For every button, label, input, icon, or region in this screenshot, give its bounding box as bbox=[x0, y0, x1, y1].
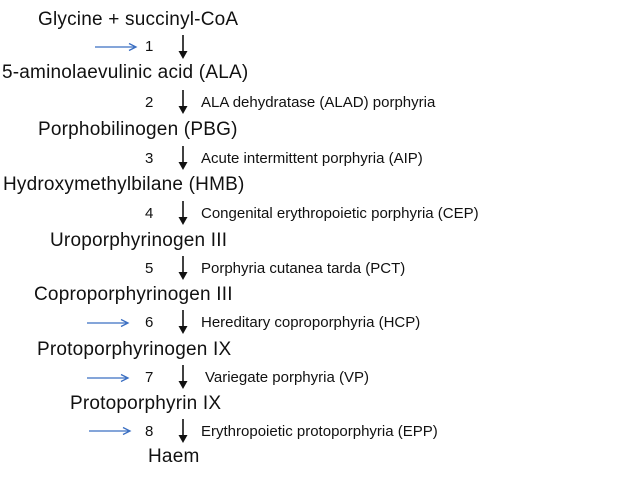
right-arrow-icon bbox=[88, 426, 132, 436]
metabolite-protoporphyrin-ix: Protoporphyrin IX bbox=[70, 393, 222, 414]
step-number-2: 2 bbox=[145, 94, 154, 111]
step-number-5: 5 bbox=[145, 260, 154, 277]
disease-cep: Congenital erythropoietic porphyria (CEP) bbox=[201, 205, 479, 222]
down-arrow-icon bbox=[177, 309, 189, 335]
down-arrow-icon bbox=[177, 418, 189, 444]
metabolite-haem: Haem bbox=[148, 446, 200, 467]
step-number-4: 4 bbox=[145, 205, 154, 222]
disease-hcp: Hereditary coproporphyria (HCP) bbox=[201, 314, 421, 331]
step-number-8: 8 bbox=[145, 423, 154, 440]
step-number-7: 7 bbox=[145, 369, 154, 386]
right-arrow-icon bbox=[94, 42, 138, 52]
step-number-1: 1 bbox=[145, 38, 154, 55]
disease-alad-porphyria: ALA dehydratase (ALAD) porphyria bbox=[201, 94, 436, 111]
down-arrow-icon bbox=[177, 34, 189, 60]
disease-aip: Acute intermittent porphyria (AIP) bbox=[201, 150, 423, 167]
down-arrow-icon bbox=[177, 200, 189, 226]
step-number-3: 3 bbox=[145, 150, 154, 167]
step-number-6: 6 bbox=[145, 314, 154, 331]
metabolite-uroporphyrinogen-iii: Uroporphyrinogen III bbox=[50, 230, 228, 251]
down-arrow-icon bbox=[177, 145, 189, 171]
disease-pct: Porphyria cutanea tarda (PCT) bbox=[201, 260, 406, 277]
down-arrow-icon bbox=[177, 255, 189, 281]
down-arrow-icon bbox=[177, 364, 189, 390]
metabolite-pbg: Porphobilinogen (PBG) bbox=[38, 119, 238, 140]
right-arrow-icon bbox=[86, 318, 130, 328]
metabolite-protoporphyrinogen-ix: Protoporphyrinogen IX bbox=[37, 339, 232, 360]
disease-vp: Variegate porphyria (VP) bbox=[205, 369, 369, 386]
metabolite-coproporphyrinogen-iii: Coproporphyrinogen III bbox=[34, 284, 233, 305]
right-arrow-icon bbox=[86, 373, 130, 383]
disease-epp: Erythropoietic protoporphyria (EPP) bbox=[201, 423, 438, 440]
metabolite-hmb: Hydroxymethylbilane (HMB) bbox=[3, 174, 245, 195]
metabolite-ala: 5-aminolaevulinic acid (ALA) bbox=[2, 62, 249, 83]
down-arrow-icon bbox=[177, 89, 189, 115]
metabolite-glycine-succinyl-coa: Glycine + succinyl-CoA bbox=[38, 9, 239, 30]
